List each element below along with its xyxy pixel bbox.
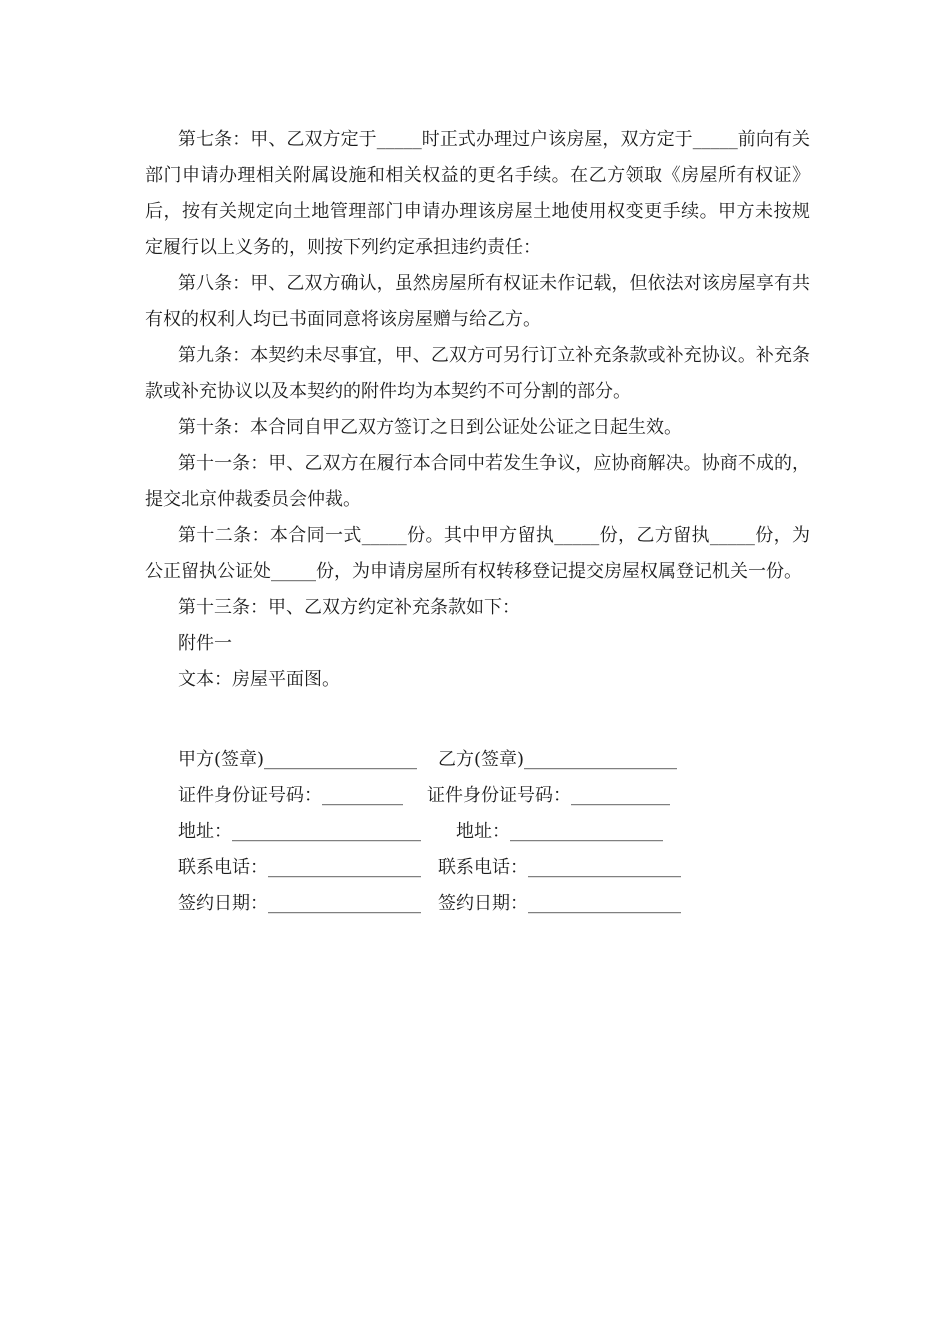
party-a-phone-field: 联系电话：_________________ [178,857,421,878]
party-b-phone-field: 联系电话：_________________ [438,857,681,878]
annex-title: 附件一 [178,633,232,654]
article-8: 第八条：甲、乙双方确认，虽然房屋所有权证未作记载，但依法对该房屋享有共有权的权利人均已书面同意将该房屋赠与给乙方。 [145,273,810,330]
contract-body [145,122,810,698]
party-a-date-field: 签约日期：_________________ [178,893,421,914]
annex-text: 文本：房屋平面图。 [178,669,340,690]
party-a-id-field: 证件身份证号码：_________ [178,785,403,806]
party-b-sign-field: 乙方(签章)_________________ [438,749,678,770]
article-9: 第九条：本契约未尽事宜，甲、乙双方可另行订立补充条款或补充协议。补充条款或补充协议以及本契约的附件均为本契约不可分割的部分。 [145,345,810,402]
party-a-address-field: 地址：_____________________ [178,821,421,842]
article-11: 第十一条：甲、乙双方在履行本合同中若发生争议，应协商解决。协商不成的，提交北京仲裁委员会仲裁。 [145,453,810,510]
article-13: 第十三条：甲、乙双方约定补充条款如下： [178,597,520,618]
party-a-sign-field: 甲方(签章)_________________ [178,749,418,770]
article-10: 第十条：本合同自甲乙双方签订之日到公证处公证之日起生效。 [178,417,682,438]
party-b-date-field: 签约日期：_________________ [438,893,681,914]
article-7: 第七条：甲、乙双方定于_____时正式办理过户该房屋，双方定于_____前向有关部门申请办理相关附属设施和相关权益的更名手续。在乙方领取《房屋所有权证》后，按有关规定向土地管理部门申请办理该房屋土地使用权变更手续。甲方未按规定履行以上义务的，则按下列约定承担违约责任： [145,129,810,258]
party-b-id-field: 证件身份证号码：___________ [427,785,670,806]
party-b-address-field: 地址：_________________ [456,821,663,842]
article-12: 第十二条：本合同一式_____份。其中甲方留执_____份，乙方留执_____份，为公正留执公证处_____份，为申请房屋所有权转移登记提交房屋权属登记机关一份。 [145,525,810,582]
